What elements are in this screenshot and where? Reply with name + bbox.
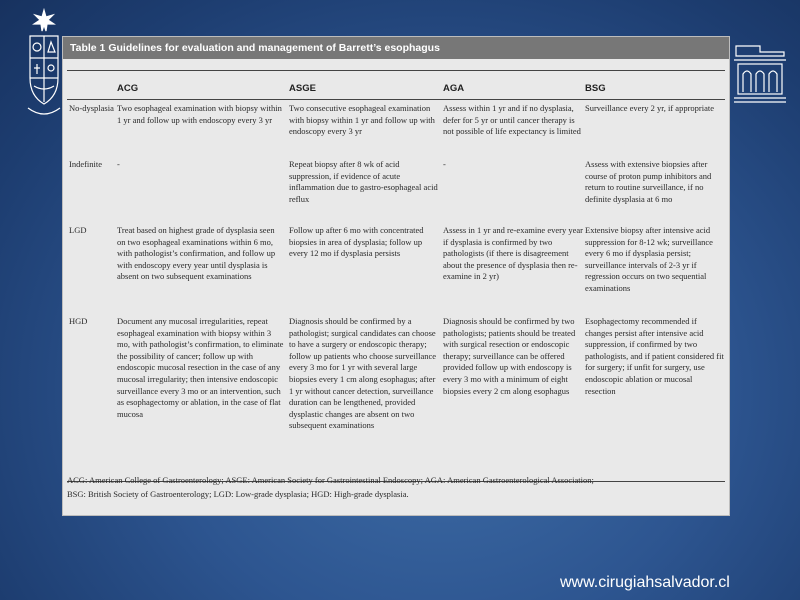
table-footnote bbox=[67, 473, 727, 501]
table-top-rule bbox=[67, 70, 725, 71]
row-label: Indefinite bbox=[69, 159, 103, 169]
cell-acg: Two esophageal examination with biopsy within 1 yr and follow up with endoscopy every 3 yr bbox=[117, 103, 282, 125]
footnote-line: ACG: American College of Gastroenterology; ASGE: American Society for Gastrointestinal Endoscopy; AGA: American Gastroenterological Association; bbox=[67, 475, 594, 485]
table-header-rule bbox=[67, 99, 725, 100]
table-row-indefinite bbox=[63, 159, 729, 225]
cell-bsg: Extensive biopsy after intensive acid suppression for 8-12 wk; surveillance every 6 mo if dysplasia persist; surveillance intervals of 2-3 yr if regression occurs on two sequential examinations bbox=[585, 225, 713, 293]
cell-aga: - bbox=[443, 159, 446, 169]
row-label: HGD bbox=[69, 316, 88, 326]
cell-aga: Assess in 1 yr and re-examine every year if dysplasia is confirmed by two pathologists (if there is disagreement about the presence of dysplasia then re-examine in 2 yr) bbox=[443, 225, 583, 282]
cell-aga: Diagnosis should be confirmed by two pathologists; patients should be treated with surgical resection or endoscopic therapy; surveillance can be offered provided follow up with endoscopy is every 3 mo with a minimum of eight biopsies every 2 cm along esophagus bbox=[443, 316, 576, 396]
guidelines-table-figure bbox=[62, 36, 730, 516]
table-row-hgd bbox=[63, 316, 729, 481]
cell-acg: Document any mucosal irregularities, repeat esophageal examination with biopsy within 3 mo, with pathologist’s confirmation, to eliminate the possibility of cancer; follow up with endoscopic mucosal resection in the case of any mucosal irregularity; then intensive endoscopic surveillance every 3 mo or an intervention, such as esophagectomy or ablation, in the case of flat mucosa bbox=[117, 316, 284, 419]
table-row-no-dysplasia bbox=[63, 103, 729, 159]
cell-acg: - bbox=[117, 159, 120, 169]
university-crest-icon bbox=[24, 8, 64, 128]
row-label: LGD bbox=[69, 225, 87, 235]
building-facade-icon bbox=[730, 42, 790, 104]
table-row-lgd bbox=[63, 225, 729, 316]
cell-bsg: Esophagectomy recommended if changes persist after intensive acid suppression, if confirmed by two pathologists, and if patient considered fit for surgery; if unfit for surgery, use endoscopic ablation or mucosal resection bbox=[585, 316, 724, 396]
table-header-row bbox=[63, 83, 729, 99]
cell-bsg: Surveillance every 2 yr, if appropriate bbox=[585, 103, 714, 113]
row-label: No-dysplasia bbox=[69, 103, 114, 113]
website-url: www.cirugiahsalvador.cl bbox=[560, 574, 730, 591]
cell-aga: Assess within 1 yr and if no dysplasia, defer for 5 yr or until cancer therapy is not possible of life expectancy is limited bbox=[443, 103, 581, 137]
table-title: Table 1 Guidelines for evaluation and management of Barrett’s esophagus bbox=[63, 37, 729, 59]
header-bsg: BSG bbox=[585, 83, 606, 94]
header-asge: ASGE bbox=[289, 83, 316, 94]
cell-asge: Diagnosis should be confirmed by a pathologist; surgical candidates can choose to have a surgery or endoscopic therapy; follow up patients who choose surveillance every 3 mo for 1 yr with several large biopsies every 1 cm along esophagus; after 1 yr without cancer detection, surveillance duration can be lengthened, provided dysplastic changes are absent on two subsequent examinations bbox=[289, 316, 437, 431]
header-aga: AGA bbox=[443, 83, 465, 94]
cell-asge: Follow up after 6 mo with concentrated biopsies in area of dysplasia; follow up every 12 mo if dysplasia persists bbox=[289, 225, 424, 259]
cell-asge: Two consecutive esophageal examination with biopsy within 1 yr and follow up with endoscopy every 3 yr bbox=[289, 103, 435, 137]
cell-bsg: Assess with extensive biopsies after course of proton pump inhibitors and return to routine surveillance, if no definite dysplasia at 6 mo bbox=[585, 159, 712, 204]
header-acg: ACG bbox=[117, 83, 139, 94]
cell-acg: Treat based on highest grade of dysplasia seen on two esophageal examinations within 6 mo, with pathologist’s confirmation, and follow up with endoscopy every year until dysplasia is absent on two subsequent examinations bbox=[117, 225, 276, 282]
cell-asge: Repeat biopsy after 8 wk of acid suppression, if evidence of acute inflammation due to gastro-esophageal acid reflux bbox=[289, 159, 438, 204]
footnote-line: BSG: British Society of Gastroenterology; LGD: Low-grade dysplasia; HGD: High-grade dysplasia. bbox=[67, 489, 409, 499]
